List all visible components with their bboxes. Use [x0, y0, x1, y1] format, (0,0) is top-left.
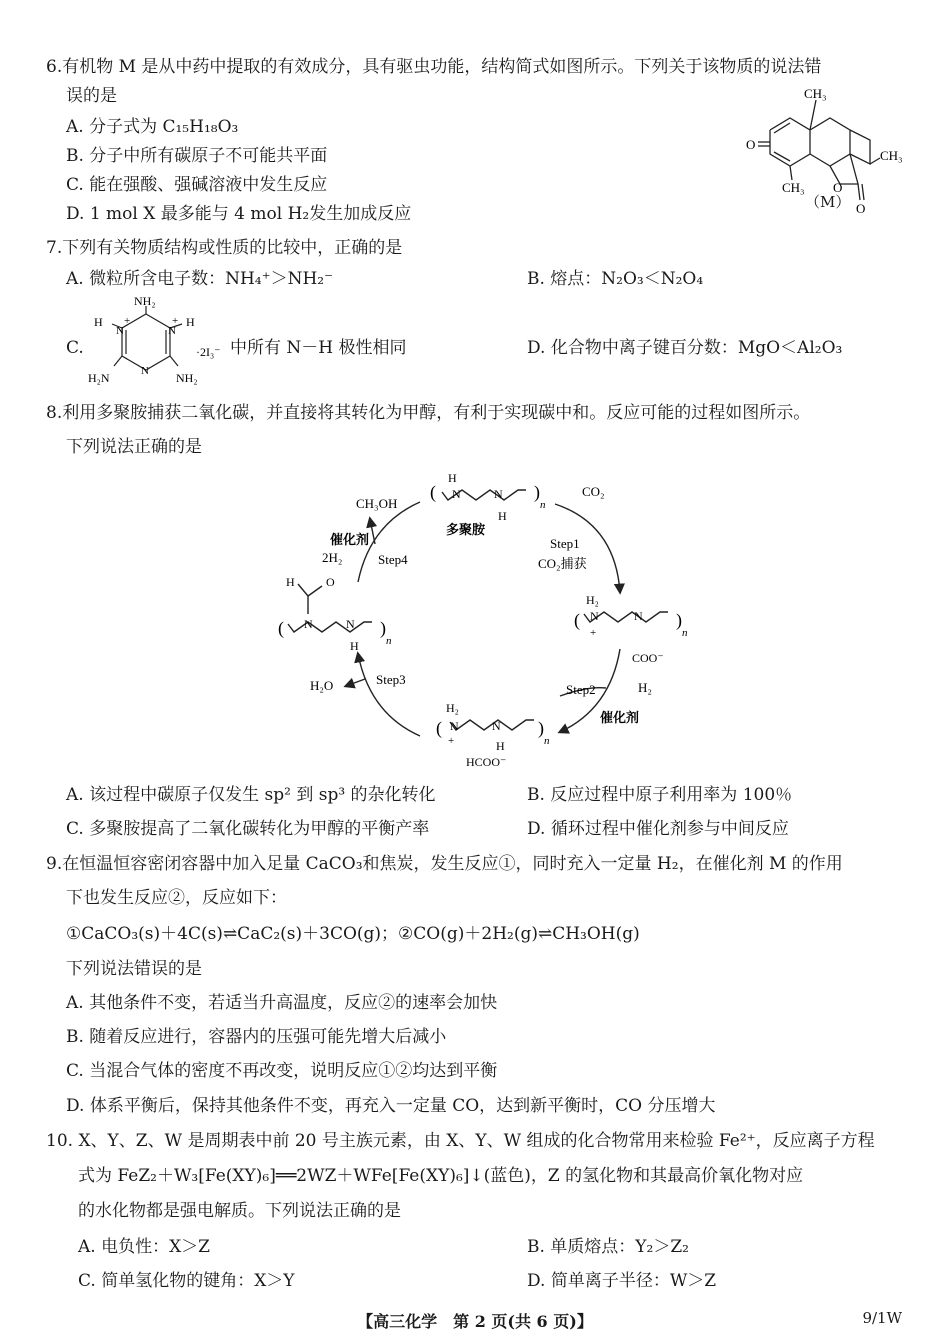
q7-nh2-bottom-left: H₂N: [88, 371, 110, 385]
q10-option-d: D. 简单离子半径：W＞Z: [527, 1271, 717, 1291]
q8-right-n1: N: [590, 609, 599, 623]
q8-top-n1: N: [452, 487, 461, 501]
q8-option-b: B. 反应过程中原子利用率为 100％: [527, 785, 793, 805]
q8-stem: 8.利用多聚胺捕获二氧化碳，并直接将其转化为甲醇，有利于实现碳中和。反应可能的过程如图所示。: [46, 403, 811, 423]
q7-nh2-top: NH₂: [134, 294, 156, 308]
q6-o-left: O: [746, 137, 756, 152]
q8-left-paren: (: [278, 618, 284, 638]
q8-coo: COO⁻: [632, 651, 664, 665]
q8-hcoo: HCOO⁻: [466, 755, 507, 769]
q8-bottom-h2: H₂: [446, 701, 459, 715]
q7-h-left: H: [94, 315, 103, 329]
q8-top-n-sub: n: [540, 499, 546, 511]
q8-top-paren: (: [430, 482, 436, 502]
q7-option-a: A. 微粒所含电子数：NH₄⁺＞NH₂⁻: [66, 269, 334, 289]
q9-option-d: D. 体系平衡后，保持其他条件不变，再充入一定量 CO，达到新平衡时，CO 分压增大: [66, 1096, 716, 1116]
q6-stem: 6.有机物 M 是从中药中提取的有效成分，具有驱虫功能，结构简式如图所示。下列关于该物质的说法错: [46, 57, 822, 77]
q8-step2-catalyst: 催化剂: [600, 710, 640, 725]
q6-o-ring: O: [833, 180, 843, 195]
q6-stem-cont: 误的是: [66, 86, 117, 106]
q9-stem-cont: 下也发生反应②，反应如下：: [66, 888, 287, 908]
q10-stem: 10. X、Y、Z、W 是周期表中前 20 号主族元素，由 X、Y、W 组成的化合物常用来检验 Fe²⁺，反应离子方程: [46, 1131, 875, 1151]
q8-top-n2: N: [494, 487, 503, 501]
q8-left-paren-close: ): [380, 618, 386, 638]
q7-n-right: N: [168, 325, 176, 337]
q10-stem-cont: 式为 FeZ₂＋W₃[Fe(XY)₆]══2WZ＋WFe[Fe(XY)₆]↓(蓝色)，Z 的氢化物和其最高价氧化物对应: [78, 1166, 804, 1186]
q8-bottom-n-sub: n: [544, 735, 550, 747]
q8-2h2: 2H₂: [322, 550, 343, 565]
q7-option-c-label: C.: [66, 338, 84, 358]
q8-top-h2: H: [498, 509, 507, 523]
q8-ch3oh: CH₃OH: [356, 496, 398, 511]
q7-h-right: H: [186, 315, 195, 329]
q8-bottom-n2: N: [492, 719, 501, 733]
q8-step2-h2: H₂: [638, 680, 652, 695]
q10-option-b: B. 单质熔点：Y₂＞Z₂: [527, 1237, 689, 1257]
q7-plus-right: +: [172, 315, 179, 327]
q8-polyamine-label: 多聚胺: [446, 522, 486, 537]
q8-formyl-o: O: [326, 575, 335, 589]
q6-ch3-top: CH₃: [804, 86, 827, 101]
q7-n-bottom: N: [141, 365, 149, 377]
q9-option-a: A. 其他条件不变，若适当升高温度，反应②的速率会加快: [66, 993, 498, 1013]
q8-h2o: H₂O: [310, 678, 334, 693]
q9-option-b: B. 随着反应进行，容器内的压强可能先增大后减小: [66, 1027, 447, 1047]
page-footer: 【高三化学 第 2 页(共 6 页)】: [357, 1312, 593, 1331]
q8-step4-label: Step4: [378, 552, 408, 567]
q8-stem-cont: 下列说法正确的是: [66, 437, 202, 457]
q8-left-n2: N: [346, 617, 355, 631]
q8-left-n1: N: [304, 617, 313, 631]
q8-right-n2: N: [634, 609, 643, 623]
q6-option-c: C. 能在强酸、强碱溶液中发生反应: [66, 175, 328, 195]
q7-n-left: N: [116, 325, 124, 337]
q8-co2-capture: CO₂捕获: [538, 556, 587, 571]
q8-right-plus: +: [590, 627, 597, 639]
q6-option-d: D. 1 mol X 最多能与 4 mol H₂发生加成反应: [66, 204, 412, 224]
q10-stem-cont2: 的水化物都是强电解质。下列说法正确的是: [78, 1201, 401, 1221]
q7-option-b: B. 熔点：N₂O₃＜N₂O₄: [527, 269, 704, 289]
q8-right-h2: H₂: [586, 593, 599, 607]
q8-bottom-plus: +: [448, 735, 455, 747]
q6-option-b: B. 分子中所有碳原子不可能共平面: [66, 146, 328, 166]
q7-anion: ·2I₃⁻: [196, 345, 221, 359]
q6-figure-caption: （M）: [805, 193, 851, 211]
q8-top-h: H: [448, 471, 457, 485]
q10-option-a: A. 电负性：X＞Z: [78, 1237, 210, 1257]
q8-option-a: A. 该过程中碳原子仅发生 sp² 到 sp³ 的杂化转化: [66, 785, 436, 805]
q8-step4-catalyst: 催化剂: [330, 532, 370, 547]
q8-bottom-paren-close: ): [538, 718, 544, 738]
q7-nh2-bottom-right: NH₂: [176, 371, 198, 385]
q7-option-c-text: 中所有 N－H 极性相同: [230, 338, 407, 358]
q6-ch3-right: CH₃: [880, 148, 903, 163]
q8-left-h: H: [350, 639, 359, 653]
q8-left-n-sub: n: [386, 635, 392, 647]
q8-step2-label: Step2: [566, 682, 596, 697]
q7-stem: 7.下列有关物质结构或性质的比较中，正确的是: [46, 238, 403, 258]
q9-stem: 9.在恒温恒容密闭容器中加入足量 CaCO₃和焦炭，发生反应①，同时充入一定量 H₂，在催化剂 M 的作用: [46, 854, 843, 874]
q8-bottom-n1: N: [450, 719, 459, 733]
page-code: 9/1W: [862, 1309, 902, 1327]
q8-right-paren-close: ): [676, 610, 682, 630]
q8-step3-label: Step3: [376, 672, 406, 687]
q9-equations: ①CaCO₃(s)＋4C(s)⇌CaC₂(s)＋3CO(g)；②CO(g)＋2H₂(g)⇌CH₃OH(g): [66, 924, 640, 944]
q8-option-d: D. 循环过程中催化剂参与中间反应: [527, 819, 789, 839]
q10-option-c: C. 简单氢化物的键角：X＞Y: [78, 1271, 295, 1291]
q8-step1-label: Step1: [550, 536, 580, 551]
q8-top-paren-close: ): [534, 482, 540, 502]
q9-ask: 下列说法错误的是: [66, 959, 202, 979]
q8-option-c: C. 多聚胺提高了二氧化碳转化为甲醇的平衡产率: [66, 819, 430, 839]
q8-co2: CO₂: [582, 484, 605, 499]
q8-cycle-diagram: [270, 464, 710, 776]
q9-option-c: C. 当混合气体的密度不再改变，说明反应①②均达到平衡: [66, 1061, 498, 1081]
q8-right-n-sub: n: [682, 627, 688, 639]
q8-right-paren: (: [574, 610, 580, 630]
q8-bottom-h: H: [496, 739, 505, 753]
q6-o-carbonyl: O: [856, 201, 866, 215]
q6-option-a: A. 分子式为 C₁₅H₁₈O₃: [66, 117, 239, 137]
q7-option-d: D. 化合物中离子键百分数：MgO＜Al₂O₃: [527, 338, 843, 358]
q8-formyl-h: H: [286, 575, 295, 589]
q7-plus-left: +: [124, 315, 131, 327]
q6-ch3-bottom: CH₃: [782, 180, 805, 195]
q8-bottom-paren: (: [436, 718, 442, 738]
q7-c-structure-figure: [86, 294, 231, 394]
